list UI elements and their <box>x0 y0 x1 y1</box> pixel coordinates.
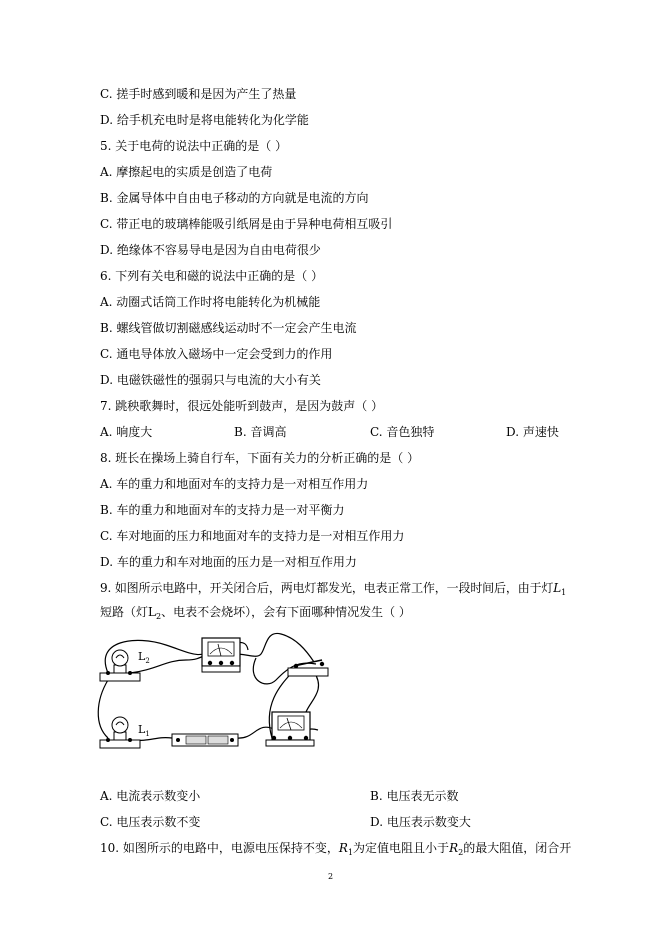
q9-option-b: B. 电压表无示数 <box>370 789 459 803</box>
question-8: 8. 班长在操场上骑自行车，下面有关力的分析正确的是（ ） <box>100 451 420 465</box>
q4-option-d: D. 给手机充电时是将电能转化为化学能 <box>100 113 309 127</box>
q6-option-b: B. 螺线管做切割磁感线运动时不一定会产生电流 <box>100 321 357 335</box>
battery <box>172 734 238 746</box>
voltmeter <box>202 638 240 672</box>
lamp-l2-label: $L_2$ <box>138 650 150 665</box>
q7-option-c: C. 音色独特 <box>370 425 435 439</box>
lamp-l2 <box>100 650 150 681</box>
page-number: 2 <box>327 872 334 881</box>
q7-option-d: D. 声速快 <box>506 425 559 439</box>
q5-option-b: B. 金属导体中自由电子移动的方向就是电流的方向 <box>100 191 369 205</box>
question-6: 6. 下列有关电和磁的说法中正确的是（ ） <box>100 269 324 283</box>
q8-option-d: D. 车的重力和车对地面的压力是一对相互作用力 <box>100 555 357 569</box>
q6-option-d: D. 电磁铁磁性的强弱只与电流的大小有关 <box>100 373 321 387</box>
q9-option-d: D. 电压表示数变大 <box>370 815 471 829</box>
q8-option-c: C. 车对地面的压力和地面对车的支持力是一对相互作用力 <box>100 529 405 543</box>
switch <box>288 660 328 676</box>
q9-option-c: C. 电压表示数不变 <box>100 815 201 829</box>
lamp-l1 <box>100 717 150 748</box>
question-9-line-1: 9. 如图所示电路中，开关闭合后，两电灯都发光，电表正常工作，一段时间后，由于灯$L_1$ <box>100 581 567 597</box>
ammeter <box>266 712 314 746</box>
circuit-diagram <box>96 630 336 755</box>
q8-option-b: B. 车的重力和地面对车的支持力是一对平衡力 <box>100 503 345 517</box>
q9-option-a: A. 电流表示数变小 <box>100 789 201 803</box>
lamp-l1-label: $L_1$ <box>138 723 150 738</box>
q6-option-c: C. 通电导体放入磁场中一定会受到力的作用 <box>100 347 333 361</box>
q5-option-a: A. 摩擦起电的实质是创造了电荷 <box>100 165 273 179</box>
q7-option-b: B. 音调高 <box>234 425 287 439</box>
q8-option-a: A. 车的重力和地面对车的支持力是一对相互作用力 <box>100 477 369 491</box>
question-7: 7. 跳秧歌舞时，很远处能听到鼓声，是因为鼓声（ ） <box>100 399 384 413</box>
q7-option-a: A. 响度大 <box>100 425 153 439</box>
q6-option-a: A. 动圈式话筒工作时将电能转化为机械能 <box>100 295 321 309</box>
q5-option-d: D. 绝缘体不容易导电是因为自由电荷很少 <box>100 243 321 257</box>
question-9-line-2: 短路（灯$L_2$、电表不会烧坏），会有下面哪种情况发生（ ） <box>100 605 411 621</box>
question-5: 5. 关于电荷的说法中正确的是（ ） <box>100 139 288 153</box>
q5-option-c: C. 带正电的玻璃棒能吸引纸屑是由于异种电荷相互吸引 <box>100 217 393 231</box>
q4-option-c: C. 搓手时感到暖和是因为产生了热量 <box>100 87 297 101</box>
question-10-line-1: 10. 如图所示的电路中，电源电压保持不变，$R_1$为定值电阻且小于$R_2$的最大阻值，闭合开 <box>100 841 572 857</box>
